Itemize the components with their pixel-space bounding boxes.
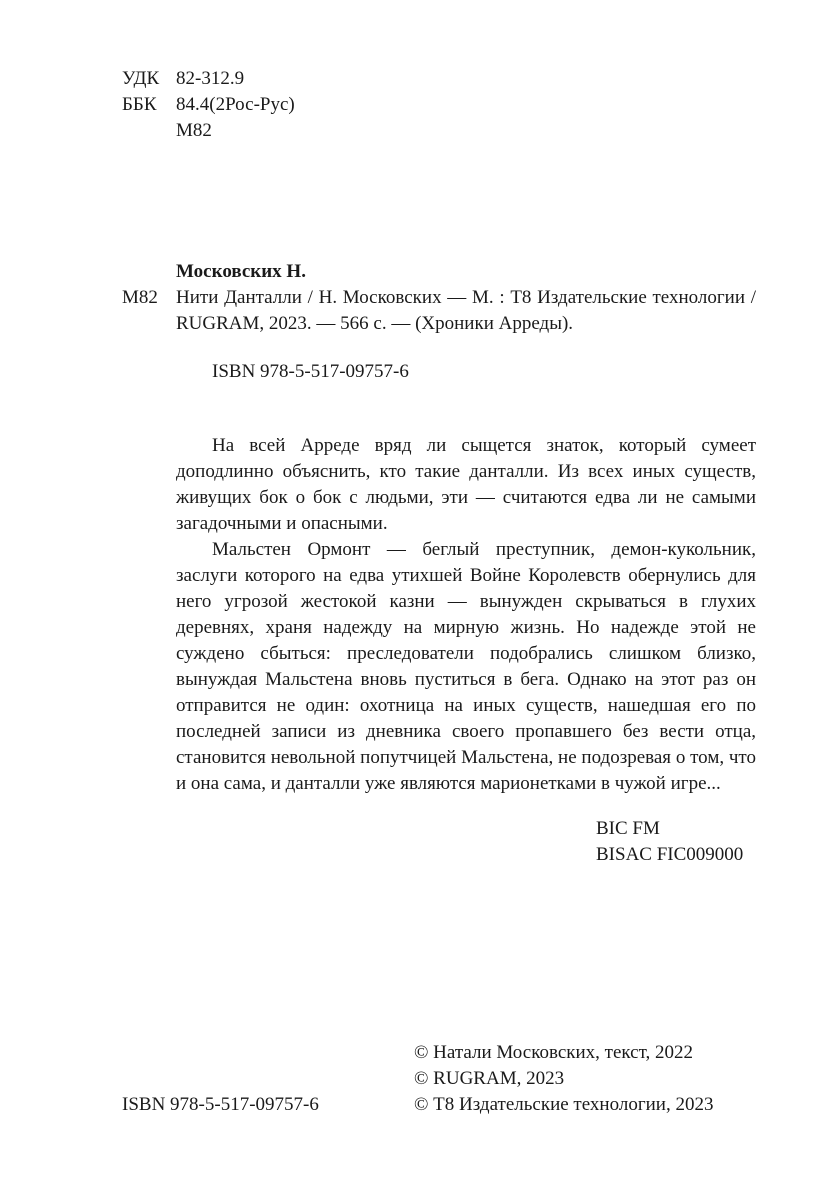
copyright-t8: © Т8 Издательские технологии, 2023 <box>414 1094 714 1115</box>
classification-block <box>122 66 295 144</box>
bib-code: М82 <box>122 287 158 308</box>
copyright-rugram: © RUGRAM, 2023 <box>414 1068 565 1089</box>
udk-row <box>122 66 245 92</box>
bic-code: BIC FM <box>596 818 660 839</box>
udk-value: 82-312.9 <box>176 68 245 89</box>
bbk-row <box>122 92 295 118</box>
subject-codes <box>596 816 743 868</box>
bisac-code: BISAC FIC009000 <box>596 844 744 865</box>
bib-isbn: ISBN 978-5-517-09757-6 <box>212 361 409 382</box>
bib-description: Нити Данталли / Н. Московских — М. : Т8 Издательские технологии / RUGRAM, 2023. — 566 с. — (Хроники Арреды). <box>176 287 756 334</box>
copyright-author: © Натали Московских, текст, 2022 <box>414 1042 693 1063</box>
annotation-paragraph: На всей Арреде вряд ли сыщется знаток, который сумеет доподлинно объяснить, кто такие данталли. Из всех иных существ, живущих бок о бок с людьми, эти — считаются едва ли не самыми загадочными и опасными. <box>176 435 756 534</box>
author-mark: М82 <box>176 120 212 141</box>
udk-label: УДК <box>122 68 160 89</box>
author-heading: Московских Н. <box>176 261 306 282</box>
bbk-label: ББК <box>122 94 157 115</box>
annotation <box>176 433 756 797</box>
isbn-bottom: ISBN 978-5-517-09757-6 <box>122 1094 319 1115</box>
author-mark-row <box>122 118 212 144</box>
bbk-value: 84.4(2Рос-Рус) <box>176 94 295 115</box>
annotation-paragraph: Мальстен Ормонт — беглый преступник, демон-кукольник, заслуги которого на едва утихшей Войне Королевств обернулись для него угрозой жестокой казни — вынужден скрываться в глухих деревнях, храня надежду на мирную жизнь. Но надежде этой не суждено сбыться: преследователи подобрались слишком близко, вынуждая Мальстена вновь пуститься в бега. Однако на этот раз он отправится не один: охотница на иных существ, нашедшая его по последней записи из дневника своего пропавшего без вести отца, становится невольной попутчицей Мальстена, не подозревая о том, что и она сама, и данталли уже являются марионетками в чужой игре... <box>176 539 756 794</box>
copyright-block <box>414 1040 713 1118</box>
